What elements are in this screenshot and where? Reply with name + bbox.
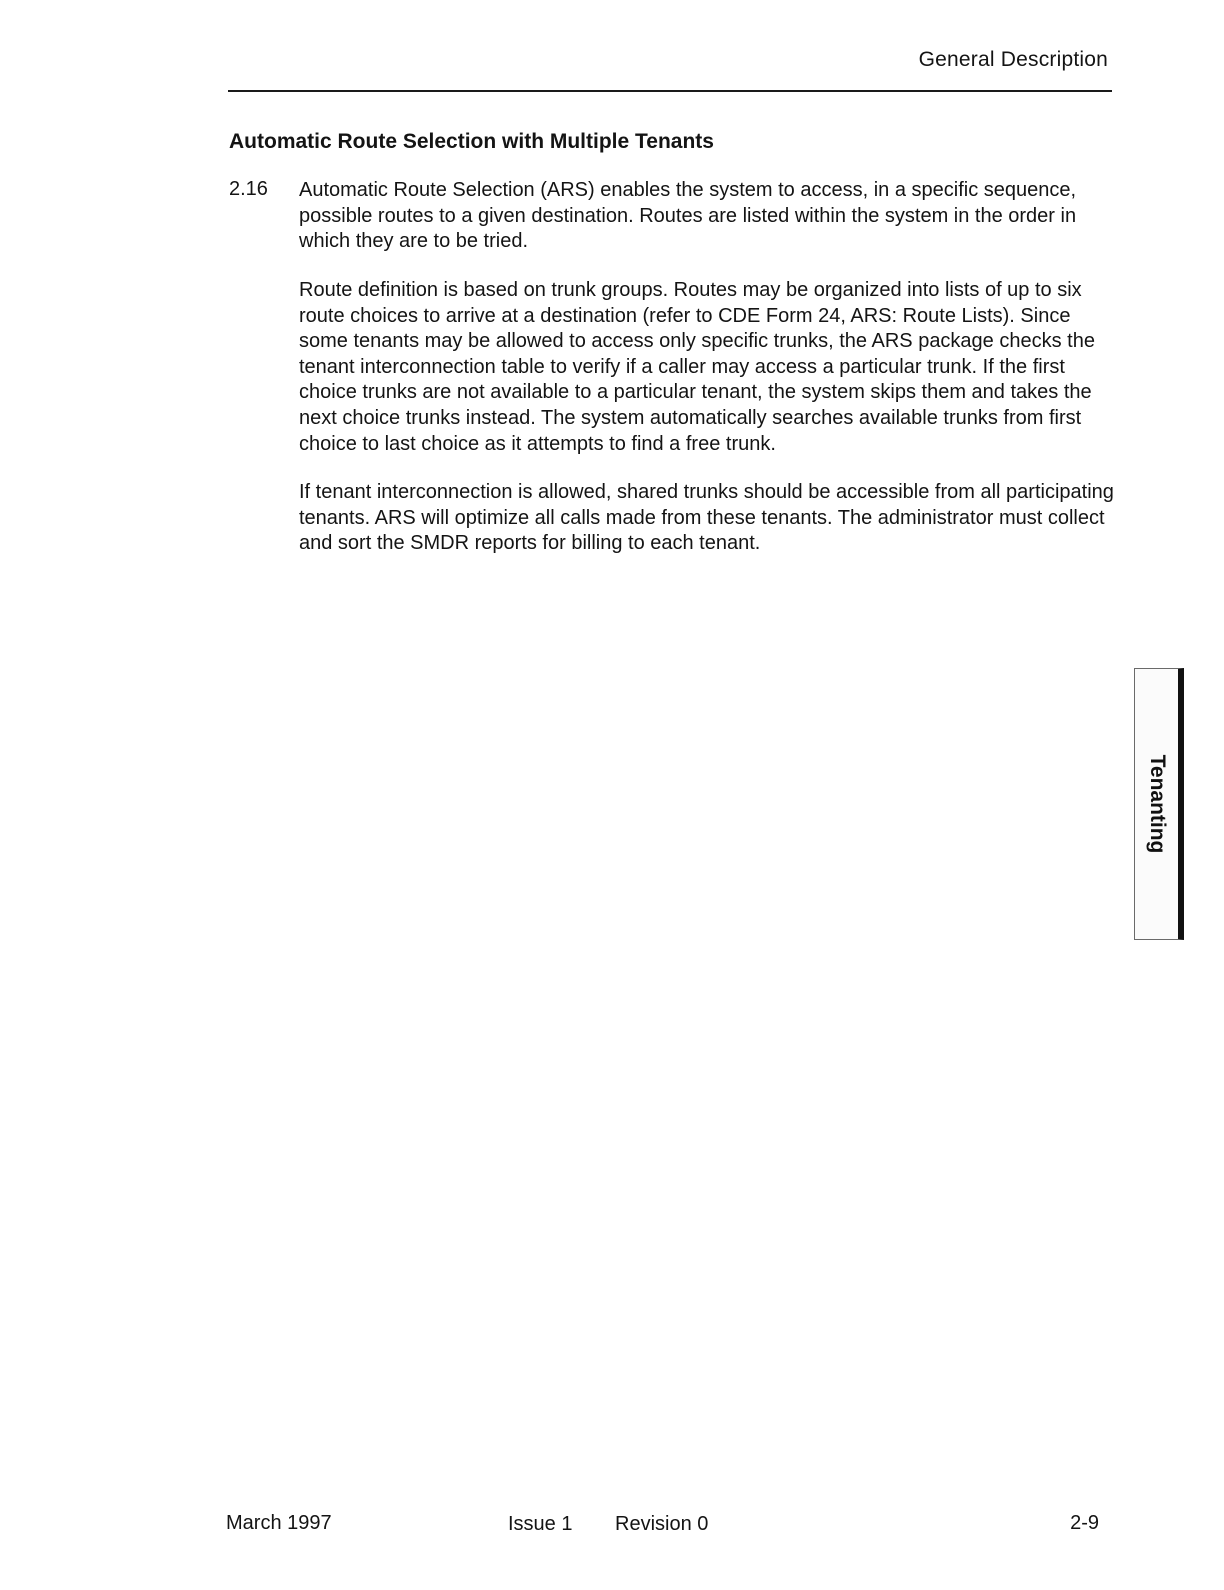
running-head: General Description (918, 48, 1108, 71)
footer-revision: Revision 0 (615, 1513, 709, 1535)
paragraph-number: 2.16 (229, 178, 268, 200)
footer-issue: Issue 1 (508, 1513, 573, 1535)
thumb-tab-label: Tenanting (1145, 754, 1169, 854)
section-title: Automatic Route Selection with Multiple Tenants (229, 130, 714, 153)
header-divider (228, 90, 1112, 92)
paragraph-3: If tenant interconnection is allowed, shared trunks should be accessible from all participating tenants. ARS will optimize all calls made from these tenants. The administrator must collect and sort the SMDR reports for billing to each tenant. (299, 481, 1114, 555)
footer-date: March 1997 (226, 1512, 332, 1534)
page-number: 2-9 (1070, 1512, 1099, 1534)
paragraph-2: Route definition is based on trunk groups. Routes may be organized into lists of up to six route choices to arrive at a destination (refer to CDE Form 24, ARS: Route Lists). Since some tenants may be allowed to access only specific trunks, the ARS package checks the tenant interconnection table to verify if a caller may access a particular trunk. If the first choice trunks are not available to a particular tenant, the system skips them and takes the next choice trunks instead. The system automatically searches available trunks from first choice to last choice as it attempts to find a free trunk. (299, 279, 1095, 455)
paragraph-1: Automatic Route Selection (ARS) enables the system to access, in a specific sequence, possible routes to a given destination. Routes are listed within the system in the order in which they are to be tried. (299, 179, 1077, 253)
section-thumb-tab (1134, 668, 1184, 940)
